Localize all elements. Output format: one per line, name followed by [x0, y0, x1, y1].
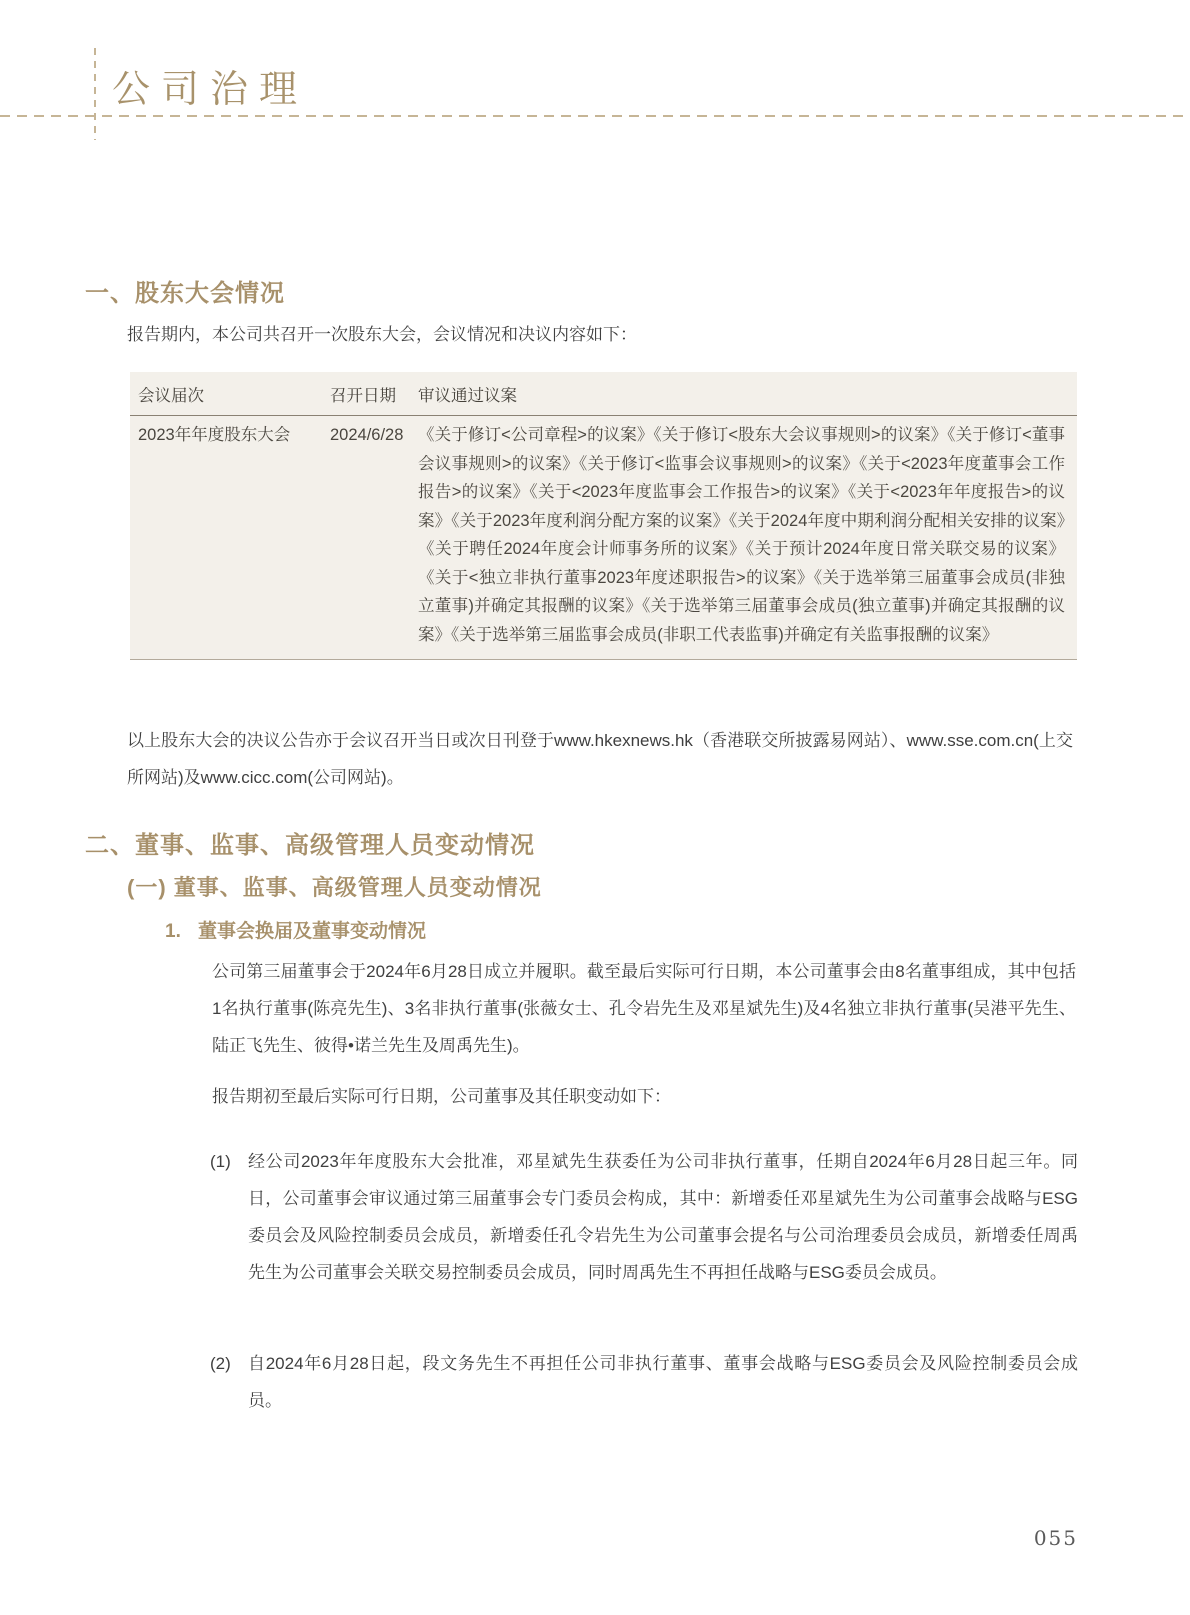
list-item-marker: (2) [210, 1354, 231, 1373]
section-1-heading: 一、股东大会情况 [85, 280, 285, 307]
table-header-row [130, 372, 1077, 416]
page-title: 公司治理 [112, 67, 309, 111]
list-item [210, 1345, 1078, 1419]
cell-resolutions: 《关于修订<公司章程>的议案》《关于修订<股东大会议事规则>的议案》《关于修订<董事会议事规则>的议案》《关于修订<监事会议事规则>的议案》《关于<2023年度董事会工作报告>的议案》《关于<2023年度监事会工作报告>的议案》《关于<2023年年度报告>的议案》《关于2023年度利润分配方案的议案》《关于2024年度中期利润分配相关安排的议案》《关于聘任2024年度会计师事务所的议案》《关于预计2024年度日常关联交易的议案》《关于<独立非执行董事2023年度述职报告>的议案》《关于选举第三届董事会成员(非独立董事)并确定其报酬的议案》《关于选举第三届董事会成员(独立董事)并确定其报酬的议案》《关于选举第三届监事会成员(非职工代表监事)并确定有关监事报酬的议案》 [418, 426, 1065, 644]
item-1-number: 1. [165, 921, 181, 942]
page-number: 055 [1033, 1526, 1078, 1550]
shareholder-meeting-table [130, 372, 1077, 660]
cell-date: 2024/6/28 [330, 426, 404, 444]
section-2-heading: 二、董事、监事、高级管理人员变动情况 [85, 832, 535, 859]
cell-meeting-session: 2023年年度股东大会 [138, 426, 291, 444]
item-1-title: 董事会换届及董事变动情况 [198, 921, 427, 942]
column-header-date: 召开日期 [330, 387, 396, 405]
section-2-subheading: (一) 董事、监事、高级管理人员变动情况 [127, 875, 542, 900]
table-row [130, 416, 1077, 660]
board-composition-paragraph: 公司第三届董事会于2024年6月28日成立并履职。截至最后实际可行日期，本公司董事会由8名董事组成，其中包括1名执行董事(陈亮先生)、3名非执行董事(张薇女士、孔令岩先生及邓星斌先生)及4名独立非执行董事(吴港平先生、陆正飞先生、彼得•诺兰先生及周禹先生)。 [212, 962, 1076, 1055]
column-header-meeting-session: 会议届次 [138, 387, 204, 405]
list-item-text: 自2024年6月28日起，段文务先生不再担任公司非执行董事、董事会战略与ESG委员会及风险控制委员会成员。 [248, 1354, 1078, 1410]
header-vertical-dashed-divider [94, 48, 96, 140]
header-horizontal-dashed-divider [0, 115, 1190, 117]
section-1-note: 以上股东大会的决议公告亦于会议召开当日或次日刊登于www.hkexnews.hk（香港联交所披露易网站）、www.sse.com.cn(上交所网站)及www.cicc.com(公司网站)。 [127, 731, 1073, 787]
section-1-intro: 报告期内，本公司共召开一次股东大会，会议情况和决议内容如下： [127, 325, 637, 344]
list-item-marker: (1) [210, 1152, 231, 1171]
list-item-text: 经公司2023年年度股东大会批准，邓星斌先生获委任为公司非执行董事，任期自2024年6月28日起三年。同日，公司董事会审议通过第三届董事会专门委员会构成，其中：新增委任邓星斌先生为公司董事会战略与ESG委员会及风险控制委员会成员，新增委任孔令岩先生为公司董事会提名与公司治理委员会成员，新增委任周禹先生为公司董事会关联交易控制委员会成员，同时周禹先生不再担任战略与ESG委员会成员。 [248, 1152, 1078, 1282]
column-header-resolutions: 审议通过议案 [418, 387, 517, 405]
list-item [210, 1143, 1078, 1291]
director-changes-intro: 报告期初至最后实际可行日期，公司董事及其任职变动如下： [212, 1087, 671, 1106]
item-1-heading [165, 916, 426, 943]
